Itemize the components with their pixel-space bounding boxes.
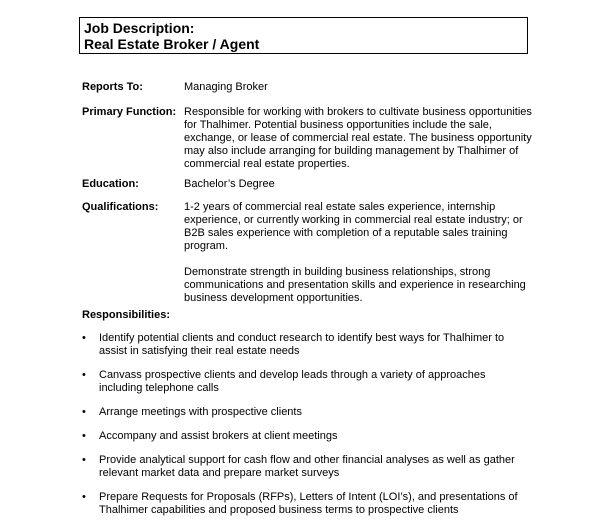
bullet-icon: • <box>82 491 86 503</box>
education-value <box>184 178 534 191</box>
qualifications-value <box>184 201 534 305</box>
list-item <box>82 406 522 419</box>
bullet-icon: • <box>82 406 86 418</box>
list-item-text: Arrange meetings with prospective clients <box>99 406 302 418</box>
job-title-box <box>79 17 528 54</box>
list-item <box>82 454 522 480</box>
list-item <box>82 332 522 358</box>
list-item <box>82 491 522 517</box>
qualifications-text-1: 1-2 years of commercial real estate sales experience, internship experience, or currently working in commercial real estate industry; or B2B sales experience with completion of a reputable sales training program. <box>184 201 523 252</box>
list-item-text: Accompany and assist brokers at client meetings <box>99 430 338 442</box>
list-item-text: Provide analytical support for cash flow and other financial analyses as well as gather relevant market data and prepare market surveys <box>99 454 515 479</box>
education-label: Education: <box>82 178 139 190</box>
responsibilities-heading: Responsibilities: <box>82 309 171 321</box>
list-item-text: Identify potential clients and conduct research to identify best ways for Thalhimer to assist in satisfying their real estate needs <box>99 332 505 357</box>
qualifications-text-2: Demonstrate strength in building business relationships, strong communications and presentation skills and experience in researching business development opportunities. <box>184 266 526 304</box>
responsibilities-list <box>82 332 522 528</box>
list-item <box>82 430 522 443</box>
primary-function-label: Primary Function: <box>82 106 177 118</box>
primary-function-value <box>184 106 534 171</box>
qualifications-label: Qualifications: <box>82 201 159 213</box>
bullet-icon: • <box>82 430 86 442</box>
list-item-text: Canvass prospective clients and develop leads through a variety of approaches including telephone calls <box>99 369 486 394</box>
list-item <box>82 369 522 395</box>
primary-function-text: Responsible for working with brokers to cultivate business opportunities for Thalhimer. Potential business opportunities include the sale, exchange, or lease of commercial real estate. The business opportunity may also include arranging for building management by Thalhimer of commercial real estate properties. <box>184 106 532 170</box>
document-heading: Job Description: <box>84 20 195 36</box>
bullet-icon: • <box>82 332 86 344</box>
bullet-icon: • <box>82 454 86 466</box>
job-title: Real Estate Broker / Agent <box>84 36 260 52</box>
list-item-text: Prepare Requests for Proposals (RFPs), Letters of Intent (LOI’s), and presentations of Thalhimer capabilities and proposed business terms to prospective clients <box>99 491 518 516</box>
education-text: Bachelor’s Degree <box>184 178 275 190</box>
reports-to-value <box>184 81 534 94</box>
bullet-icon: • <box>82 369 86 381</box>
reports-to-text: Managing Broker <box>184 81 268 93</box>
reports-to-label: Reports To: <box>82 81 143 93</box>
